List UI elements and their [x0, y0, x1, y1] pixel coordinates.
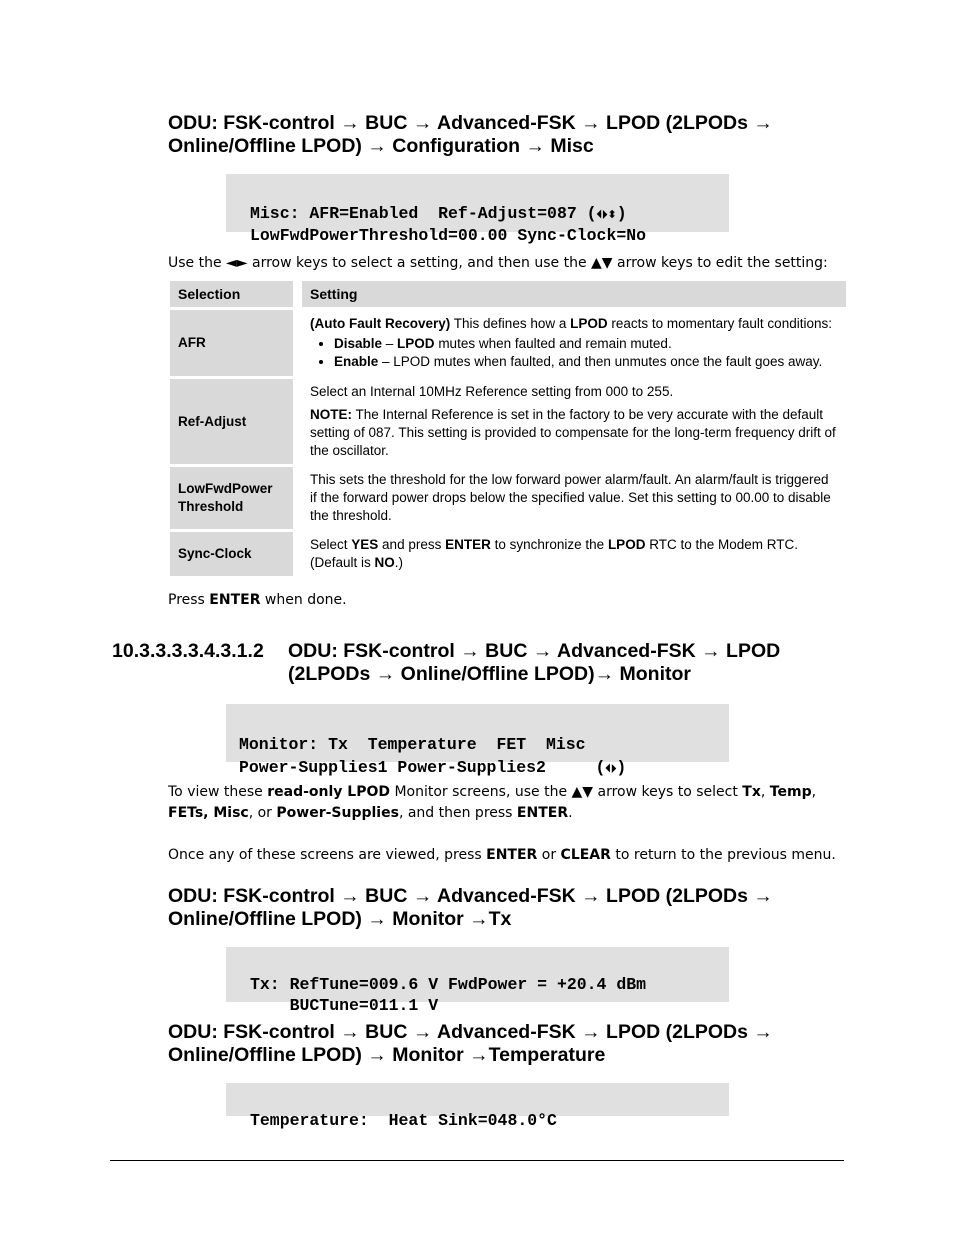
- arrow-keys-icon: ⏴⏵⬍: [596, 208, 617, 221]
- setting-afr: (Auto Fault Recovery) This defines how a LPOD reacts to momentary fault conditions: • Disable – LPOD mutes when faulted and remain muted. • Enable – LPOD mutes when faulted, and then unmutes once the fault goes away.: [302, 310, 846, 376]
- setting-ref-adjust: Select an Internal 10MHz Reference setting from 000 to 255. NOTE: The Internal Reference is set in the factory to be very accurate with the default setting of 087. This setting is provided to compensate for the long-term frequency drift of the oscillator.: [302, 379, 846, 464]
- heading-line: ODU: FSK-control → BUC → Advanced-FSK → LPOD (2LPODs →: [168, 885, 773, 907]
- header-selection: Selection: [170, 281, 293, 307]
- lcd-line: LowFwdPowerThreshold=00.00 Sync-Clock=No: [250, 226, 647, 245]
- heading-line: ODU: FSK-control → BUC → Advanced-FSK → LPOD (2LPODs →: [168, 1021, 773, 1043]
- section-heading-tx: [168, 885, 773, 931]
- header-setting: Setting: [302, 281, 846, 307]
- lcd-misc-display: [226, 174, 729, 245]
- table-header-row: [170, 281, 846, 307]
- setting-lowfwdpower: This sets the threshold for the low forward power alarm/fault. An alarm/fault is triggered if the forward power drops below the specified value. Set this setting to 00.00 to disable the threshold.: [302, 467, 846, 529]
- lcd-line: Power-Supplies1 Power-Supplies2 (: [239, 758, 606, 777]
- lcd-monitor-display: [226, 704, 729, 777]
- arrow-keys-icon: ⏴⏵: [605, 762, 617, 775]
- press-enter-text: Press ENTER when done.: [168, 592, 347, 608]
- selection-sync-clock: Sync-Clock: [170, 532, 293, 576]
- selection-lowfwdpower: LowFwdPower Threshold: [170, 467, 293, 529]
- footer-divider: [110, 1160, 844, 1161]
- selection-afr: AFR: [170, 310, 293, 376]
- section-heading-temperature: [168, 1021, 773, 1067]
- table-row-lowfwdpower: [170, 467, 846, 529]
- lcd-line: Temperature: Heat Sink=048.0°C: [250, 1111, 557, 1130]
- table-row-ref-adjust: [170, 379, 846, 464]
- table-row-afr: [170, 310, 846, 376]
- section-heading-monitor: [288, 640, 780, 686]
- lcd-line: Monitor: Tx Temperature FET Misc: [239, 735, 586, 754]
- list-item: • Enable – LPOD mutes when faulted, and then unmutes once the fault goes away.: [334, 353, 838, 371]
- heading-line: Online/Offline LPOD) → Monitor →Tx: [168, 908, 512, 930]
- heading-line: Online/Offline LPOD) → Monitor →Temperature: [168, 1044, 606, 1066]
- intro-text: Use the ◄► arrow keys to select a setting, and then use the ▲▼ arrow keys to edit the setting:: [168, 255, 828, 271]
- lcd-temperature-display: [226, 1083, 729, 1130]
- section-number: 10.3.3.3.3.4.3.1.2: [112, 640, 264, 662]
- heading-line: ODU: FSK-control → BUC → Advanced-FSK → LPOD: [288, 640, 781, 662]
- selection-ref-adjust: Ref-Adjust: [170, 379, 293, 464]
- lcd-line: BUCTune=011.1 V: [250, 996, 439, 1015]
- monitor-instructions: To view these read-only LPOD Monitor screens, use the ▲▼ arrow keys to select Tx, Temp, FETs, Misc, or Power-Supplies, and then press ENTER.: [168, 784, 817, 821]
- setting-sync-clock: Select YES and press ENTER to synchronize the LPOD RTC to the Modem RTC. (Default is NO.): [302, 532, 846, 576]
- lcd-line-end: ): [616, 204, 627, 223]
- lcd-line-end: ): [616, 758, 627, 777]
- table-row-sync-clock: [170, 532, 846, 576]
- settings-table: [170, 278, 846, 579]
- section-heading-misc: [168, 112, 773, 158]
- list-item: • Disable – LPOD mutes when faulted and remain muted.: [334, 335, 838, 353]
- heading-line: (2LPODs → Online/Offline LPOD)→ Monitor: [288, 663, 691, 685]
- once-viewed-text: Once any of these screens are viewed, press ENTER or CLEAR to return to the previous menu.: [168, 847, 836, 863]
- heading-line: ODU: FSK-control → BUC → Advanced-FSK → LPOD (2LPODs →: [168, 112, 773, 134]
- lcd-tx-display: [226, 947, 729, 1015]
- heading-line: Online/Offline LPOD) → Configuration → Misc: [168, 135, 594, 157]
- lcd-line: Tx: RefTune=009.6 V FwdPower = +20.4 dBm: [250, 975, 647, 994]
- lcd-line: Misc: AFR=Enabled Ref-Adjust=087 (: [250, 204, 597, 223]
